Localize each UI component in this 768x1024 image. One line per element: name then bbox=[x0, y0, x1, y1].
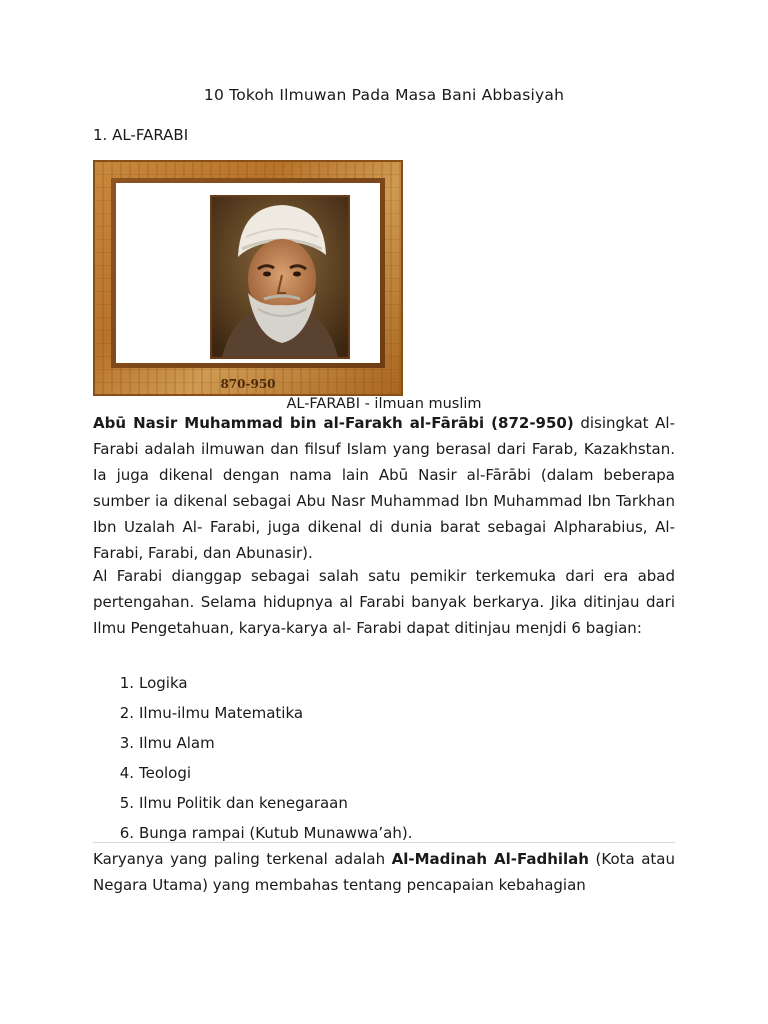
list-item-number: 5. bbox=[119, 794, 134, 812]
list-item-number: 1. bbox=[119, 674, 134, 692]
list-item-number: 6. bbox=[119, 824, 134, 842]
list-item-text: Ilmu Politik dan kenegaraan bbox=[139, 794, 348, 812]
paragraph-intro-text: disingkat Al-Farabi adalah ilmuwan dan filsuf Islam yang berasal dari Farab, Kazakhstan. Ia juga dikenal dengan nama lain Abū Nasir al-Fārābi (dalam beberapa sumber ia dikenal sebagai Abu Nasr Muhammad Ibn Muhammad Ibn Tarkhan Ibn Uzalah Al- Farabi, juga dikenal di dunia barat sebagai Alpharabius, Al-Farabi, Farabi, dan Abunasir). bbox=[93, 414, 675, 562]
portrait-figure bbox=[93, 160, 403, 396]
paragraph-famous-work bbox=[93, 846, 675, 898]
list-item-text: Ilmu Alam bbox=[139, 734, 215, 752]
list-item-text: Bunga rampai (Kutub Munawwa’ah). bbox=[139, 824, 413, 842]
figure-caption: AL-FARABI - ilmuan muslim bbox=[286, 396, 482, 412]
list-item-number: 4. bbox=[119, 764, 134, 782]
famous-work-title: Al-Madinah Al-Fadhilah bbox=[391, 850, 589, 868]
figure-inner-frame bbox=[111, 178, 385, 368]
list-item-text: Teologi bbox=[139, 764, 192, 782]
portrait-illustration bbox=[212, 197, 348, 357]
figure-dates-label: 870-950 bbox=[220, 377, 276, 391]
subject-full-name: Abū Nasir Muhammad bin al-Farakh al-Fārābi (872-950) bbox=[93, 414, 574, 432]
list-item bbox=[93, 788, 675, 818]
list-item bbox=[93, 818, 675, 848]
list-item bbox=[93, 698, 675, 728]
section-heading: 1. AL-FARABI bbox=[93, 126, 189, 144]
paragraph-famous-work-lead: Karyanya yang paling terkenal adalah bbox=[93, 850, 392, 868]
list-item bbox=[93, 758, 675, 788]
list-item-number: 2. bbox=[119, 704, 134, 722]
list-item-text: Ilmu-ilmu Matematika bbox=[139, 704, 304, 722]
figure-canvas bbox=[116, 183, 380, 363]
portrait-image bbox=[210, 195, 350, 359]
page-title: 10 Tokoh Ilmuwan Pada Masa Bani Abbasiyah bbox=[203, 86, 565, 104]
list-item-number: 3. bbox=[119, 734, 134, 752]
list-item-text: Logika bbox=[139, 674, 188, 692]
paragraph-famous-work-text: (Kota atau Negara Utama) yang membahas tentang pencapaian kebahagian bbox=[93, 850, 675, 894]
works-list bbox=[93, 668, 675, 848]
paragraph-intro bbox=[93, 410, 675, 566]
list-item bbox=[93, 668, 675, 698]
paragraph-works: Al Farabi dianggap sebagai salah satu pemikir terkemuka dari era abad pertengahan. Selama hidupnya al Farabi banyak berkarya. Jika ditinjau dari Ilmu Pengetahuan, karya-karya al- Farabi dapat ditinjau menjdi 6 bagian: bbox=[93, 567, 675, 637]
list-item bbox=[93, 728, 675, 758]
section-divider bbox=[93, 842, 675, 843]
